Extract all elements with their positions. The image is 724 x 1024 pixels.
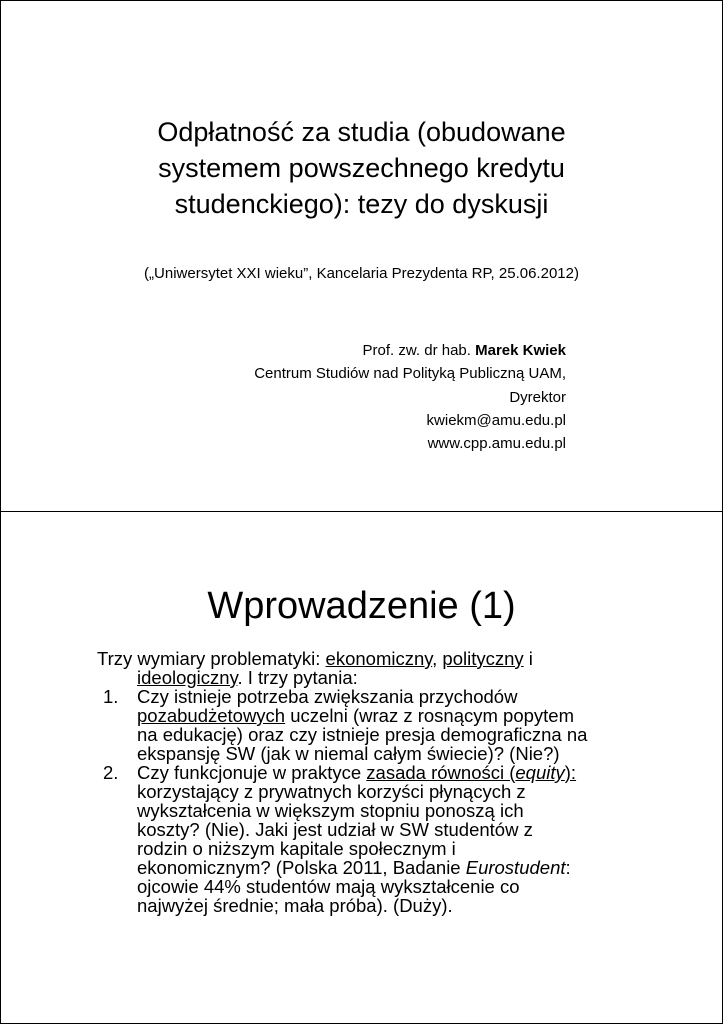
term-political: polityczny (442, 648, 524, 669)
list-item (97, 687, 637, 763)
text-line: ekspansję SW (jak w niemal całym świecie)? (Nie?) (137, 743, 560, 764)
list-number: 1. (103, 686, 119, 707)
text-line: najwyżej średnie; mała próba). (Duży). (137, 895, 453, 916)
term-economic: ekonomiczny (325, 648, 433, 669)
slide-2-title: Wprowadzenie (1) (207, 585, 516, 627)
list-number: 2. (103, 762, 119, 783)
author-line (166, 339, 566, 362)
author-block (166, 339, 566, 455)
slide-1 (0, 0, 723, 512)
text: Eurostudent (465, 857, 566, 878)
text: i (523, 648, 533, 669)
author-name: Marek Kwiek (475, 342, 566, 359)
text-line: koszty? (Nie). Jaki jest udział w SW studentów z (137, 819, 533, 840)
affiliation: Centrum Studiów nad Polityką Publiczną UAM, (254, 365, 566, 383)
role: Dyrektor (509, 388, 566, 406)
text: ekonomicznym? (Polska 2011, Badanie (137, 857, 466, 878)
slide-1-title (61, 115, 662, 223)
text: Czy funkcjonuje w praktyce (137, 762, 367, 783)
text-line: ojcowie 44% studentów mają wykształcenie co (137, 876, 520, 897)
text: , (432, 648, 443, 669)
text-line (137, 763, 637, 782)
text-line (137, 706, 637, 725)
title-line: Odpłatność za studia (obudowane (157, 117, 566, 147)
text: ): (564, 762, 577, 783)
text-line (137, 858, 637, 877)
text-line: na edukację) oraz czy istnieje presja demograficzna na (137, 724, 588, 745)
text-line: korzystający z prywatnych korzyści płynących z (137, 781, 526, 802)
term-ideological: ideologiczny (137, 667, 238, 688)
slide-2-body (97, 649, 637, 915)
text: equity (515, 762, 565, 783)
email: kwiekm@amu.edu.pl (426, 411, 566, 429)
intro-paragraph (97, 649, 637, 687)
term-equity (366, 762, 576, 783)
author-prefix: Prof. zw. dr hab. (362, 342, 476, 359)
list-item (97, 763, 637, 915)
title-line: systemem powszechnego kredytu (158, 152, 565, 183)
intro-continuation (97, 668, 637, 687)
text: zasada równości ( (366, 762, 516, 783)
term-extrabudgetary: pozabudżetowych (137, 705, 286, 726)
text-line: Czy istnieje potrzeba zwiększania przychodów (137, 686, 518, 707)
title-line: studenckiego): tezy do dyskusji (174, 188, 549, 219)
event-subtitle: („Uniwersytet XXI wieku”, Kancelaria Prezydenta RP, 25.06.2012) (144, 265, 579, 282)
text-line: rodzin o niższym kapitale społecznym i (137, 838, 456, 859)
slide-2 (0, 511, 723, 1024)
text: : (565, 857, 571, 878)
text: uczelni (wraz z rosnącym popytem (285, 705, 575, 726)
text: Trzy wymiary problematyki: (97, 648, 326, 669)
website: www.cpp.amu.edu.pl (427, 435, 566, 452)
text: . I trzy pytania: (237, 667, 358, 688)
text-line: wykształcenia w większym stopniu ponoszą ich (137, 800, 524, 821)
